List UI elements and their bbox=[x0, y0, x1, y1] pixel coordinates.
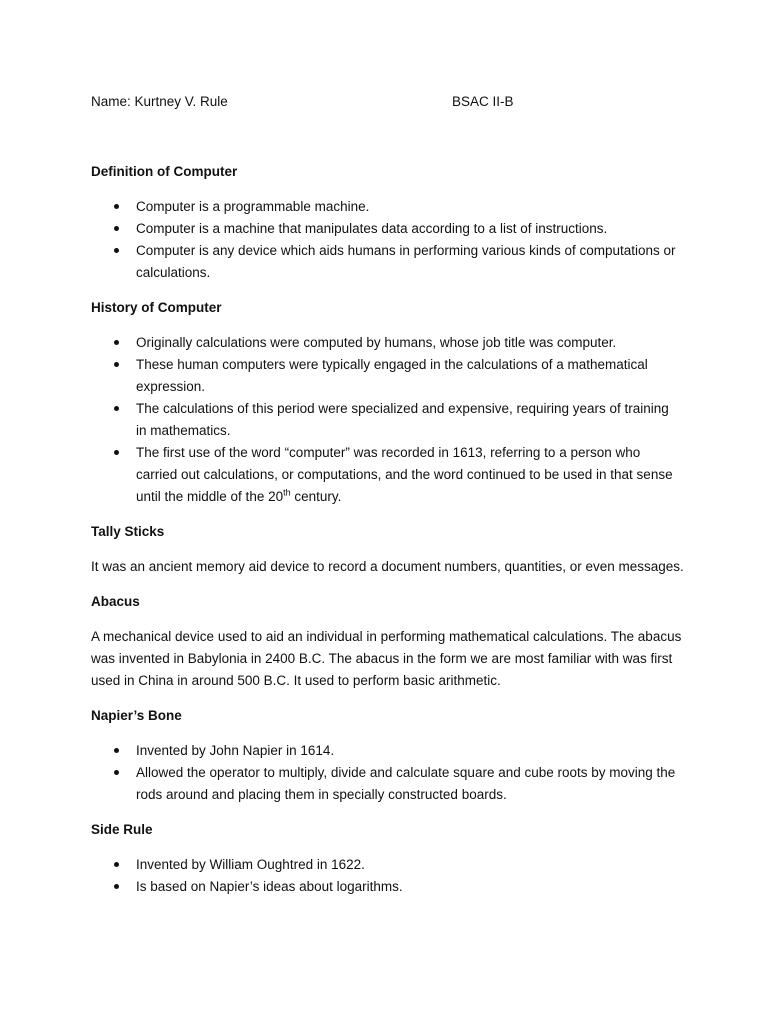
list-item: Is based on Napier’s ideas about logarithms. bbox=[91, 876, 683, 898]
section-title-napiers-bone: Napier’s Bone bbox=[91, 708, 182, 723]
section-title-side-rule: Side Rule bbox=[91, 822, 153, 837]
document-page bbox=[91, 91, 691, 898]
abacus-paragraph: A mechanical device used to aid an individual in performing mathematical calculations. The abacus was invented in Babylonia in 2400 B.C. The abacus in the form we are most familiar with was first used in China in around 500 B.C. It used to perform basic arithmetic. bbox=[91, 629, 682, 688]
list-item bbox=[91, 442, 683, 508]
list-item: Computer is a programmable machine. bbox=[91, 196, 683, 218]
tally-sticks-paragraph: It was an ancient memory aid device to record a document numbers, quantities, or even messages. bbox=[91, 559, 684, 574]
section-title-abacus: Abacus bbox=[91, 594, 140, 609]
list-item: Originally calculations were computed by humans, whose job title was computer. bbox=[91, 332, 683, 354]
student-name: Name: Kurtney V. Rule bbox=[91, 94, 228, 109]
section-title-history: History of Computer bbox=[91, 300, 222, 315]
list-item: The calculations of this period were specialized and expensive, requiring years of training in mathematics. bbox=[91, 398, 683, 442]
list-item: Computer is any device which aids humans in performing various kinds of computations or calculations. bbox=[91, 240, 683, 284]
side-rule-list bbox=[91, 854, 691, 898]
section-title-definition: Definition of Computer bbox=[91, 164, 238, 179]
document-header bbox=[91, 91, 691, 113]
list-item-text: The first use of the word “computer” was recorded in 1613, referring to a person who carried out calculations, or computations, and the word continued to be used in that sense until the middle of the 20 bbox=[136, 445, 673, 504]
list-item: Invented by William Oughtred in 1622. bbox=[91, 854, 683, 876]
list-item: Computer is a machine that manipulates data according to a list of instructions. bbox=[91, 218, 683, 240]
history-list bbox=[91, 332, 691, 508]
definition-list bbox=[91, 196, 691, 284]
class-section: BSAC II-B bbox=[452, 94, 514, 109]
list-item: Invented by John Napier in 1614. bbox=[91, 740, 683, 762]
section-title-tally-sticks: Tally Sticks bbox=[91, 524, 165, 539]
list-item: Allowed the operator to multiply, divide and calculate square and cube roots by moving the rods around and placing them in specially constructed boards. bbox=[91, 762, 683, 806]
superscript: th bbox=[283, 487, 291, 498]
list-item-text-end: century. bbox=[290, 489, 342, 504]
list-item: These human computers were typically engaged in the calculations of a mathematical expression. bbox=[91, 354, 683, 398]
napier-list bbox=[91, 740, 691, 806]
